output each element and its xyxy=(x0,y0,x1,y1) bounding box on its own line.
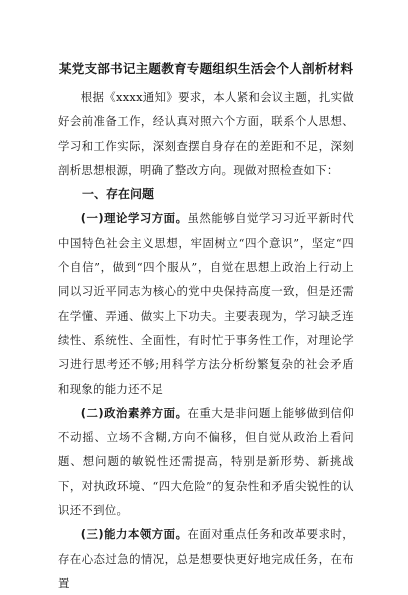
item-political-quality xyxy=(58,401,354,522)
item-text: 虽然能够自觉学习习近平新时代中国特色社会主义思想，牢固树立“四个意识”，坚定“四个自信”，做到“四个服从”，自觉在思想上政治上行动上同以习近平同志为核心的党中央保持高度一致，但是还需在学懂、弄通、做实上下功夫。主要表现为，学习缺乏连续性、系统性、全面性，有时忙于事务性工作，对理论学习进行思考还不够;用科学方法分析纷繁复杂的社会矛盾和现象的能力还不足 xyxy=(58,211,355,396)
intro-paragraph: 根据《xxxx通知》要求，本人紧和会议主题，扎实做好会前准备工作，经认真对照六个方面，联系个人思想、学习和工作实际，深刻查摆自身存在的差距和不足，深刻剖析思想根源，明确了整改方向。现做对照检查如下： xyxy=(58,90,354,177)
item-heading: (一)理论学习方面。 xyxy=(80,211,188,226)
item-heading: (三)能力本领方面。 xyxy=(80,527,188,542)
section-heading-problems: 一、存在问题 xyxy=(82,187,155,202)
item-text: 在面对重点任务和改革要求时，存在心态过急的情况，总是想要快更好地完成任务，在布置 xyxy=(58,527,355,590)
item-text: 在重大是非问题上能够做到信仰不动摇、立场不含糊,方向不偏移，但自觉从政治上看问题、想问题的敏锐性还需提高，特别是新形势、新挑战下，对执政环境、“四大危险”的复杂性和矛盾尖锐性的认识还不到位。 xyxy=(58,405,355,518)
item-heading: (二)政治素养方面。 xyxy=(80,405,188,420)
item-ability xyxy=(58,522,354,595)
document-title: 某党支部书记主题教育专题组织生活会个人剖析材料 xyxy=(58,61,354,76)
item-theory-study xyxy=(58,206,354,400)
